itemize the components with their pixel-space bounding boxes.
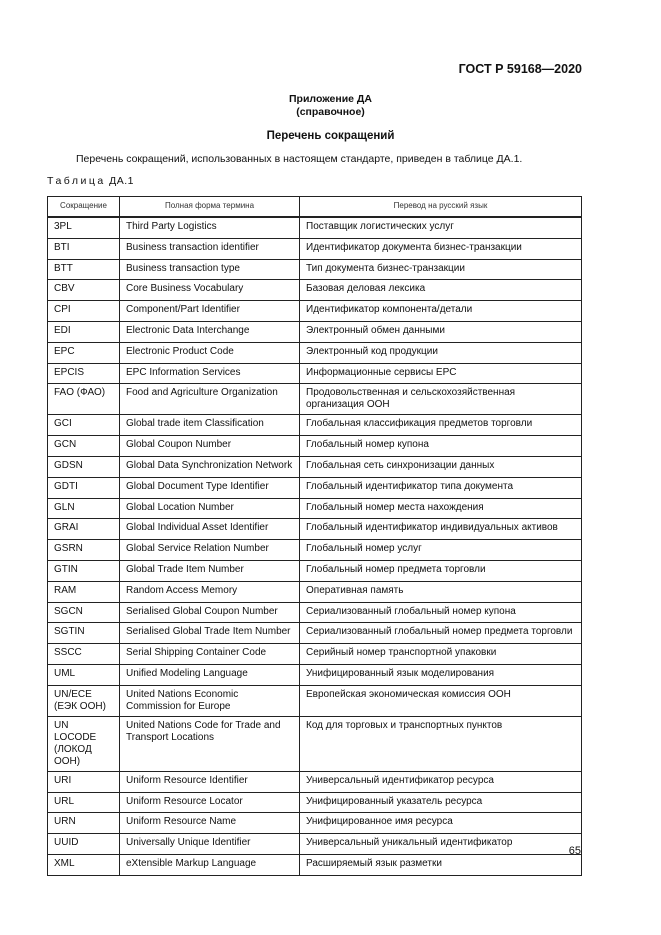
table-row (48, 581, 582, 602)
full-form-cell: Uniform Resource Locator (120, 792, 300, 813)
full-form-cell: EPC Information Services (120, 363, 300, 384)
translation-cell: Универсальный идентификатор ресурса (300, 771, 582, 792)
table-row (48, 664, 582, 685)
full-form-cell: Uniform Resource Identifier (120, 771, 300, 792)
table-row (48, 519, 582, 540)
translation-cell: Глобальный номер места нахождения (300, 498, 582, 519)
abbreviation-cell: GDTI (48, 477, 120, 498)
full-form-cell: Global Location Number (120, 498, 300, 519)
table-row (48, 321, 582, 342)
table-row (48, 771, 582, 792)
translation-cell: Оперативная память (300, 581, 582, 602)
abbreviation-cell: SGCN (48, 602, 120, 623)
abbreviation-cell: GRAI (48, 519, 120, 540)
abbreviation-cell: EPC (48, 342, 120, 363)
full-form-cell: Electronic Product Code (120, 342, 300, 363)
table-row (48, 792, 582, 813)
abbreviation-cell: SGTIN (48, 623, 120, 644)
translation-cell: Базовая деловая лексика (300, 280, 582, 301)
abbreviation-cell: RAM (48, 581, 120, 602)
full-form-cell: Business transaction identifier (120, 238, 300, 259)
translation-cell: Сериализованный глобальный номер купона (300, 602, 582, 623)
abbreviations-table (47, 196, 582, 876)
full-form-cell: Global Document Type Identifier (120, 477, 300, 498)
abbreviation-cell: GCI (48, 415, 120, 436)
intro-paragraph: Перечень сокращений, использованных в настоящем стандарте, приведен в таблице ДА.1. (76, 153, 523, 165)
table-row (48, 415, 582, 436)
translation-cell: Унифицированный язык моделирования (300, 664, 582, 685)
translation-cell: Универсальный уникальный идентификатор (300, 834, 582, 855)
table-row (48, 834, 582, 855)
full-form-cell: Unified Modeling Language (120, 664, 300, 685)
full-form-cell: Global trade item Classification (120, 415, 300, 436)
table-caption-word: Таблица (47, 175, 106, 187)
annex-title: Приложение ДА (289, 93, 372, 105)
translation-cell: Идентификатор компонента/детали (300, 301, 582, 322)
table-row (48, 301, 582, 322)
full-form-cell: Food and Agriculture Organization (120, 384, 300, 415)
table-row (48, 644, 582, 665)
abbreviation-cell: 3PL (48, 217, 120, 238)
abbreviation-cell: GLN (48, 498, 120, 519)
translation-cell: Глобальный идентификатор типа документа (300, 477, 582, 498)
full-form-cell: Core Business Vocabulary (120, 280, 300, 301)
table-row (48, 854, 582, 875)
translation-cell: Код для торговых и транспортных пунктов (300, 716, 582, 771)
table-caption-id: ДА.1 (109, 175, 134, 187)
translation-cell: Унифицированный указатель ресурса (300, 792, 582, 813)
translation-cell: Глобальная классификация предметов торговли (300, 415, 582, 436)
translation-cell: Поставщик логистических услуг (300, 217, 582, 238)
translation-cell: Электронный код продукции (300, 342, 582, 363)
abbreviation-cell: GCN (48, 436, 120, 457)
abbreviation-cell: UML (48, 664, 120, 685)
table-row (48, 436, 582, 457)
column-header-full-form: Полная форма термина (120, 197, 300, 218)
translation-cell: Тип документа бизнес-транзакции (300, 259, 582, 280)
table-row (48, 384, 582, 415)
translation-cell: Глобальная сеть синхронизации данных (300, 456, 582, 477)
full-form-cell: Global Coupon Number (120, 436, 300, 457)
translation-cell: Расширяемый язык разметки (300, 854, 582, 875)
abbreviation-cell: URL (48, 792, 120, 813)
table-row (48, 217, 582, 238)
page-number: 65 (568, 845, 581, 857)
full-form-cell: Global Individual Asset Identifier (120, 519, 300, 540)
translation-cell: Глобальный номер услуг (300, 540, 582, 561)
column-header-abbreviation: Сокращение (48, 197, 120, 218)
translation-cell: Серийный номер транспортной упаковки (300, 644, 582, 665)
abbreviation-cell: URI (48, 771, 120, 792)
full-form-cell: Global Trade Item Number (120, 560, 300, 581)
annex-subtitle: (справочное) (296, 106, 365, 118)
translation-cell: Унифицированное имя ресурса (300, 813, 582, 834)
document-code: ГОСТ Р 59168—2020 (458, 62, 582, 76)
abbreviation-cell: UN/ECE (ЕЭК ООН) (48, 685, 120, 716)
translation-cell: Идентификатор документа бизнес-транзакции (300, 238, 582, 259)
translation-cell: Глобальный номер предмета торговли (300, 560, 582, 581)
full-form-cell: Uniform Resource Name (120, 813, 300, 834)
abbreviation-cell: EPCIS (48, 363, 120, 384)
table-row (48, 280, 582, 301)
table-row (48, 477, 582, 498)
full-form-cell: Random Access Memory (120, 581, 300, 602)
abbreviation-cell: EDI (48, 321, 120, 342)
table-row (48, 716, 582, 771)
translation-cell: Глобальный идентификатор индивидуальных активов (300, 519, 582, 540)
full-form-cell: Component/Part Identifier (120, 301, 300, 322)
table-row (48, 540, 582, 561)
table-row (48, 560, 582, 581)
full-form-cell: Global Service Relation Number (120, 540, 300, 561)
abbreviation-cell: GTIN (48, 560, 120, 581)
table-caption (47, 175, 134, 187)
full-form-cell: Electronic Data Interchange (120, 321, 300, 342)
full-form-cell: Serialised Global Trade Item Number (120, 623, 300, 644)
table-body (48, 217, 582, 875)
translation-cell: Сериализованный глобальный номер предмета торговли (300, 623, 582, 644)
section-title: Перечень сокращений (266, 130, 395, 142)
abbreviation-cell: SSCC (48, 644, 120, 665)
table-row (48, 602, 582, 623)
abbreviation-cell: XML (48, 854, 120, 875)
table-header-row (48, 197, 582, 218)
translation-cell: Информационные сервисы EPC (300, 363, 582, 384)
table-row (48, 623, 582, 644)
column-header-translation: Перевод на русский язык (300, 197, 582, 218)
translation-cell: Электронный обмен данными (300, 321, 582, 342)
abbreviation-cell: CBV (48, 280, 120, 301)
full-form-cell: Global Data Synchronization Network (120, 456, 300, 477)
abbreviation-cell: GDSN (48, 456, 120, 477)
abbreviation-cell: BTI (48, 238, 120, 259)
full-form-cell: United Nations Economic Commission for Europe (120, 685, 300, 716)
table-row (48, 363, 582, 384)
abbreviation-cell: UN LOCODE (ЛОКОД ООН) (48, 716, 120, 771)
table-row (48, 342, 582, 363)
translation-cell: Глобальный номер купона (300, 436, 582, 457)
translation-cell: Европейская экономическая комиссия ООН (300, 685, 582, 716)
full-form-cell: Serial Shipping Container Code (120, 644, 300, 665)
full-form-cell: United Nations Code for Trade and Transport Locations (120, 716, 300, 771)
abbreviation-cell: UUID (48, 834, 120, 855)
abbreviation-cell: URN (48, 813, 120, 834)
abbreviation-cell: FAO (ФАО) (48, 384, 120, 415)
full-form-cell: eXtensible Markup Language (120, 854, 300, 875)
table-row (48, 685, 582, 716)
table-row (48, 456, 582, 477)
abbreviation-cell: CPI (48, 301, 120, 322)
full-form-cell: Universally Unique Identifier (120, 834, 300, 855)
abbreviation-cell: GSRN (48, 540, 120, 561)
translation-cell: Продовольственная и сельскохозяйственная организация ООН (300, 384, 582, 415)
full-form-cell: Third Party Logistics (120, 217, 300, 238)
annex-heading (0, 93, 661, 119)
abbreviation-cell: BTT (48, 259, 120, 280)
table-row (48, 498, 582, 519)
table-row (48, 238, 582, 259)
table-row (48, 813, 582, 834)
full-form-cell: Serialised Global Coupon Number (120, 602, 300, 623)
table-row (48, 259, 582, 280)
full-form-cell: Business transaction type (120, 259, 300, 280)
